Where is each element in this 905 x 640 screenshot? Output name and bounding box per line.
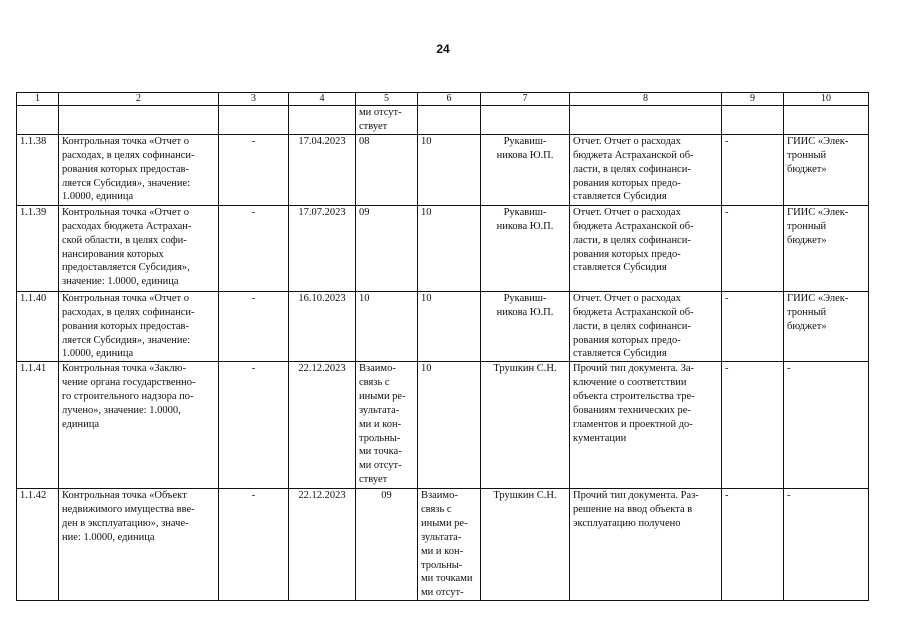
cell-col3 [219,292,289,362]
table-row [17,362,869,489]
cell-line: ние: 1.0000, единица [62,531,155,543]
cell-line: - [787,490,791,502]
cell-line: зультата- [359,404,400,416]
cell-line: Рукавиш- [503,136,547,147]
cell-line: ствует [359,120,388,132]
cell-line: бюджета Астраханской об- [573,149,694,161]
cell-system [784,489,869,601]
cell-line: Контрольная точка «Заклю- [62,363,186,375]
cell-line: Трушкин С.Н. [493,490,557,502]
cell-name [59,206,219,292]
cell-text: 1.1.40 [20,293,47,304]
cell-text: 22.12.2023 [298,490,346,502]
cell-line: рования которых предо- [573,177,681,189]
cell-line: 1.0000, единица [62,191,134,203]
cell-line: бюджет» [787,163,827,175]
header-row [17,93,869,106]
cell-line: 10 [359,293,370,304]
column-header: 10 [784,93,869,106]
cell-line: 09 [381,490,392,502]
cell-line: ласти, в целях софинанси- [573,320,691,332]
cell-line: 09 [359,207,370,218]
cell-line: ГИИС «Элек- [787,136,849,147]
cell-line: Контрольная точка «Отчет о [62,293,189,304]
cell-system [784,362,869,489]
cell-line: ми и кон- [359,418,402,430]
cell-name [59,106,219,135]
cell-col5 [356,206,418,292]
cell-line: никова Ю.П. [496,220,554,232]
cell-line: значение: 1.0000, единица [62,276,179,288]
cell-line: Отчет. Отчет о расходах [573,293,681,304]
cell-text: - [251,293,256,304]
column-header: 1 [17,93,59,106]
cell-line: рования которых предо- [573,248,681,260]
cell-text: - [251,490,256,502]
cell-col5 [356,489,418,601]
cell-col5 [356,135,418,206]
cell-line: никова Ю.П. [496,306,554,318]
cell-date [289,292,356,362]
cell-num [17,292,59,362]
cell-line: 10 [421,293,432,304]
cell-col9 [722,292,784,362]
cell-col6 [418,135,481,206]
cell-line: Взаимо- [421,490,458,502]
cell-line: 10 [421,363,432,375]
cell-line: ГИИС «Элек- [787,207,849,218]
cell-col9 [722,206,784,292]
cell-system [784,106,869,135]
cell-col3 [219,135,289,206]
cell-line: ми точками [421,573,473,585]
cell-text: - [725,207,729,218]
cell-system [784,292,869,362]
cell-responsible [481,135,570,206]
cell-line: Рукавиш- [503,293,547,304]
column-header: 2 [59,93,219,106]
cell-col9 [722,489,784,601]
column-header: 3 [219,93,289,106]
cell-line: единица [62,418,100,430]
cell-col5 [356,292,418,362]
cell-line: чение органа государственно- [62,377,196,389]
cell-document [570,489,722,601]
cell-line: бюджета Астраханской об- [573,220,694,232]
cell-col6 [418,106,481,135]
column-header: 4 [289,93,356,106]
table-row [17,206,869,292]
cell-line: расходах бюджета Астрахан- [62,220,192,232]
cell-responsible [481,206,570,292]
table-row [17,135,869,206]
cell-line: ми точка- [359,446,402,458]
cell-line: ден в эксплуатацию», значе- [62,518,189,530]
cell-line: тронный [787,306,827,318]
cell-line: ми отсут- [421,587,464,599]
cell-line: ляется Субсидия», значение: [62,177,191,189]
cell-line: расходах, в целях софинанси- [62,306,195,318]
continuation-row [17,106,869,135]
cell-col6 [418,362,481,489]
cell-document [570,292,722,362]
cell-document [570,106,722,135]
cell-line: ставляется Субсидия [573,191,667,203]
cell-num [17,206,59,292]
cell-line: недвижимого имущества вве- [62,504,195,516]
cell-col5 [356,106,418,135]
cell-text: - [251,363,256,375]
cell-line: Взаимо- [359,363,396,375]
cell-line: ми отсут- [359,107,402,118]
cell-system [784,206,869,292]
cell-line: Трушкин С.Н. [493,363,557,375]
cell-line: связь с [359,377,390,389]
cell-line: ласти, в целях софинанси- [573,163,691,175]
cell-line: рования которых предо- [573,334,681,346]
cell-text: 1.1.39 [20,207,47,218]
cell-text: 17.04.2023 [298,136,346,147]
cell-line: эксплуатацию получено [573,518,681,530]
cell-line: Контрольная точка «Объект [62,490,187,502]
cell-line: ми отсут- [359,460,402,472]
cell-line: расходах, в целях софинанси- [62,149,195,161]
cell-line: тронный [787,220,827,232]
cell-line: трольны- [359,432,401,444]
cell-line: Контрольная точка «Отчет о [62,136,189,147]
cell-col6 [418,206,481,292]
control-points-table [16,92,869,601]
cell-line: - [787,363,791,375]
cell-line: Отчет. Отчет о расходах [573,207,681,218]
column-header: 7 [481,93,570,106]
cell-text: - [251,207,256,218]
cell-document [570,135,722,206]
cell-line: го строительного надзора по- [62,391,194,403]
cell-line: 08 [359,136,370,147]
column-header: 5 [356,93,418,106]
cell-line: решение на ввод объекта в [573,504,693,516]
cell-text: - [725,363,729,375]
cell-line: трольны- [421,559,463,571]
cell-line: Отчет. Отчет о расходах [573,136,681,147]
cell-line: лучено», значение: 1.0000, [62,404,181,416]
cell-line: ляется Субсидия», значение: [62,334,191,346]
cell-line: ставляется Субсидия [573,348,667,360]
cell-date [289,135,356,206]
cell-date [289,489,356,601]
cell-num [17,489,59,601]
cell-line: Прочий тип документа. Раз- [573,490,699,502]
cell-line: связь с [421,504,452,516]
cell-line: ской области, в целях софи- [62,234,187,246]
cell-col3 [219,206,289,292]
cell-line: 10 [421,207,432,218]
cell-line: рования которых предостав- [62,320,189,332]
cell-text: - [251,136,256,147]
cell-line: иными ре- [421,518,468,530]
cell-responsible [481,489,570,601]
cell-text: 22.12.2023 [298,363,346,375]
cell-line: объекта строительства тре- [573,391,695,403]
cell-line: 10 [421,136,432,147]
cell-col6 [418,489,481,601]
cell-text: 17.07.2023 [298,207,346,218]
cell-line: ми и кон- [421,545,464,557]
cell-col6 [418,292,481,362]
cell-date [289,106,356,135]
cell-text: - [725,293,729,304]
cell-col3 [219,106,289,135]
cell-responsible [481,106,570,135]
cell-text: 1.1.41 [20,363,47,375]
cell-line: предоставляется Субсидия», [62,262,190,274]
cell-responsible [481,362,570,489]
cell-line: иными ре- [359,391,406,403]
page-number: 24 [436,42,450,56]
column-header: 8 [570,93,722,106]
cell-name [59,292,219,362]
cell-line: рования которых предостав- [62,163,189,175]
cell-name [59,489,219,601]
table-row [17,489,869,601]
cell-text: 16.10.2023 [298,293,346,304]
cell-document [570,206,722,292]
cell-line: ГИИС «Элек- [787,293,849,304]
cell-line: бюджета Астраханской об- [573,306,694,318]
cell-line: бованиям технических ре- [573,404,691,416]
cell-line: Прочий тип документа. За- [573,363,695,375]
cell-responsible [481,292,570,362]
cell-line: 1.0000, единица [62,348,134,360]
cell-name [59,362,219,489]
cell-line: бюджет» [787,234,827,246]
cell-line: ключение о соответствии [573,377,687,389]
cell-num [17,106,59,135]
cell-line: ставляется Субсидия [573,262,667,274]
cell-line: нансирования которых [62,248,164,260]
cell-col9 [722,362,784,489]
cell-line: кументации [573,432,627,444]
column-header: 9 [722,93,784,106]
cell-line: Контрольная точка «Отчет о [62,207,189,218]
cell-col9 [722,106,784,135]
table-row [17,292,869,362]
cell-num [17,362,59,489]
cell-text: - [725,490,729,502]
cell-line: ласти, в целях софинанси- [573,234,691,246]
column-header: 6 [418,93,481,106]
cell-col9 [722,135,784,206]
cell-col5 [356,362,418,489]
cell-line: никова Ю.П. [496,149,554,161]
cell-document [570,362,722,489]
cell-system [784,135,869,206]
cell-date [289,362,356,489]
cell-line: ствует [359,474,388,486]
cell-col3 [219,362,289,489]
cell-text: 1.1.42 [20,490,47,502]
cell-col3 [219,489,289,601]
cell-text: - [725,136,729,147]
cell-num [17,135,59,206]
cell-line: Рукавиш- [503,207,547,218]
cell-line: тронный [787,149,827,161]
cell-text: 1.1.38 [20,136,47,147]
cell-line: зультата- [421,531,462,543]
cell-date [289,206,356,292]
cell-name [59,135,219,206]
cell-line: бюджет» [787,320,827,332]
cell-line: гламентов и проектной до- [573,418,693,430]
